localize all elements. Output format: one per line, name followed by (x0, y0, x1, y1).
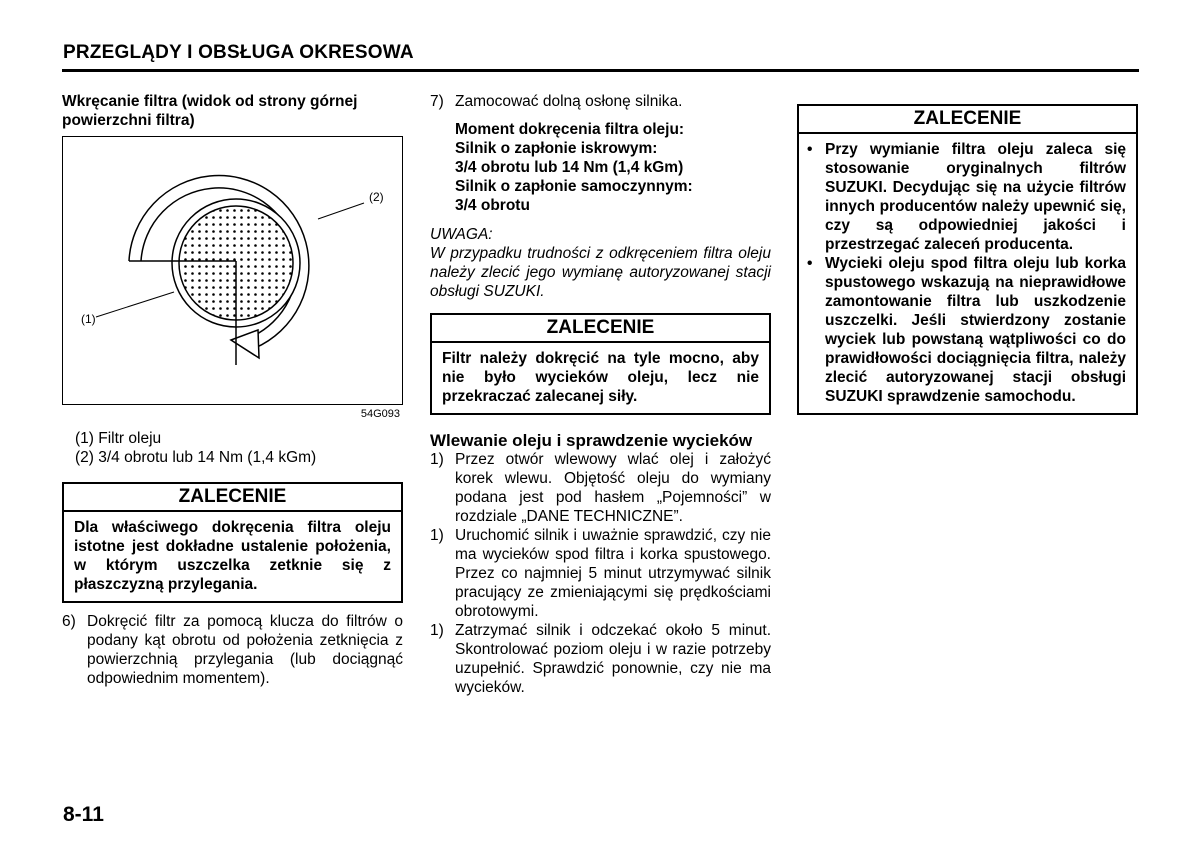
uwaga-text: W przypadku trudności z odkręceniem filtra oleju należy zlecić jego wymianę autoryzowanej stacji obsługi SUZUKI. (430, 245, 771, 300)
figure-label-1: (1) (81, 312, 96, 326)
step-text: Zamocować dolną osłonę silnika. (455, 93, 683, 110)
figure-label-2: (2) (369, 190, 384, 204)
step-7 (430, 92, 771, 111)
torque-spec (430, 120, 771, 215)
bullet-marker: • (807, 255, 813, 272)
torque-line: Silnik o zapłonie samoczynnym: (455, 178, 693, 195)
note-body: Dla właściwego dokręcenia filtra oleju istotne jest dokładne ustalenie położenia, w którym uszczelka zetknie się z płaszczyzną przylegania. (74, 519, 391, 593)
step-number: 1) (430, 527, 444, 544)
rotation-arrowhead (231, 330, 259, 358)
legend-item-1: (1) Filtr oleju (75, 430, 162, 447)
uwaga-title: UWAGA: (430, 226, 493, 243)
bullet-marker: • (807, 141, 813, 158)
note-bullet-list (807, 140, 1126, 406)
section-step-1 (430, 450, 771, 526)
torque-line: Moment dokręcenia filtra oleju: (455, 121, 685, 138)
header-rule (62, 69, 1139, 72)
column-left (62, 92, 403, 688)
step-number: 7) (430, 93, 444, 110)
uwaga-note (430, 225, 771, 301)
step-number: 1) (430, 451, 444, 468)
note-title: ZALECENIE (64, 484, 401, 512)
figure-caption: Wkręcanie filtra (widok od strony górnej powierzchni filtra) (62, 93, 358, 129)
column-right (797, 104, 1138, 415)
step-number: 6) (62, 613, 76, 630)
figure-code: 54G093 (360, 408, 400, 420)
step-text: Dokręcić filtr za pomocą klucza do filtrów o podany kąt obrotu od położenia zetknięcia z powierzchnią przylegania (lub dociągnąć odpowiednim momentem). (87, 613, 403, 687)
note-title: ZALECENIE (432, 315, 769, 343)
figure-legend (62, 429, 403, 467)
column-middle (430, 92, 771, 697)
leader-line-2 (318, 203, 364, 219)
step-text: Przez otwór wlewowy wlać olej i założyć korek wlewu. Objętość oleju do wymiany podana jest pod hasłem „Pojemności” w rozdziale „DANE TECHNICZNE”. (455, 451, 771, 525)
note-body: Filtr należy dokręcić na tyle mocno, aby nie było wycieków oleju, lecz nie przekraczać zalecanej siły. (442, 350, 759, 405)
note-bullet-item (807, 254, 1126, 406)
filter-figure (62, 136, 403, 420)
torque-line: Silnik o zapłonie iskrowym: (455, 140, 658, 157)
note-bullet-item (807, 140, 1126, 254)
bullet-text: Przy wymianie filtra oleju zaleca się stosowanie oryginalnych filtrów SUZUKI. Decydując się na użycie filtrów innych producentów należy upewnić się, czy są odpowiedniej jakości i przestrzegać zaleceń producenta. (825, 141, 1126, 253)
step-6 (62, 612, 403, 688)
leader-line-1 (96, 292, 174, 317)
page-number: 8-11 (63, 803, 104, 826)
step-text: Zatrzymać silnik i odczekać około 5 minut. Skontrolować poziom oleju i w razie potrzeby uzupełnić. Sprawdzić ponownie, czy nie ma wycieków. (455, 622, 771, 696)
step-number: 1) (430, 622, 444, 639)
bullet-text: Wycieki oleju spod filtra oleju lub korka spustowego wskazują na nieprawidłowe zamontowanie filtra lub uszkodzenie uszczelki. Jeśli stwierdzony zostanie wyciek lub powstaną wątpliwości co do prawidłowości dociągnięcia filtra, należy zlecić autoryzowanej stacji obsługi SUZUKI sprawdzenie samochodu. (825, 255, 1126, 405)
section-title: Wlewanie oleju i sprawdzenie wycieków (430, 431, 753, 450)
note-box-filters (797, 104, 1138, 415)
torque-line: 3/4 obrotu lub 14 Nm (1,4 kGm) (455, 159, 684, 176)
page-header: PRZEGLĄDY I OBSŁUGA OKRESOWA (63, 42, 414, 63)
section-step-2 (430, 526, 771, 621)
note-box-seal (62, 482, 403, 603)
section-step-3 (430, 621, 771, 697)
torque-line: 3/4 obrotu (455, 197, 530, 214)
legend-item-2: (2) 3/4 obrotu lub 14 Nm (1,4 kGm) (75, 449, 317, 466)
step-text: Uruchomić silnik i uważnie sprawdzić, czy nie ma wycieków spod filtra i korka spustowego. Przez co najmniej 5 minut utrzymywać silnik pracujący ze zmieniającymi się prędkościami obrotowymi. (455, 527, 771, 620)
note-body (799, 134, 1136, 413)
note-title: ZALECENIE (799, 106, 1136, 134)
note-box-tightening (430, 313, 771, 415)
filter-diagram (63, 137, 402, 404)
